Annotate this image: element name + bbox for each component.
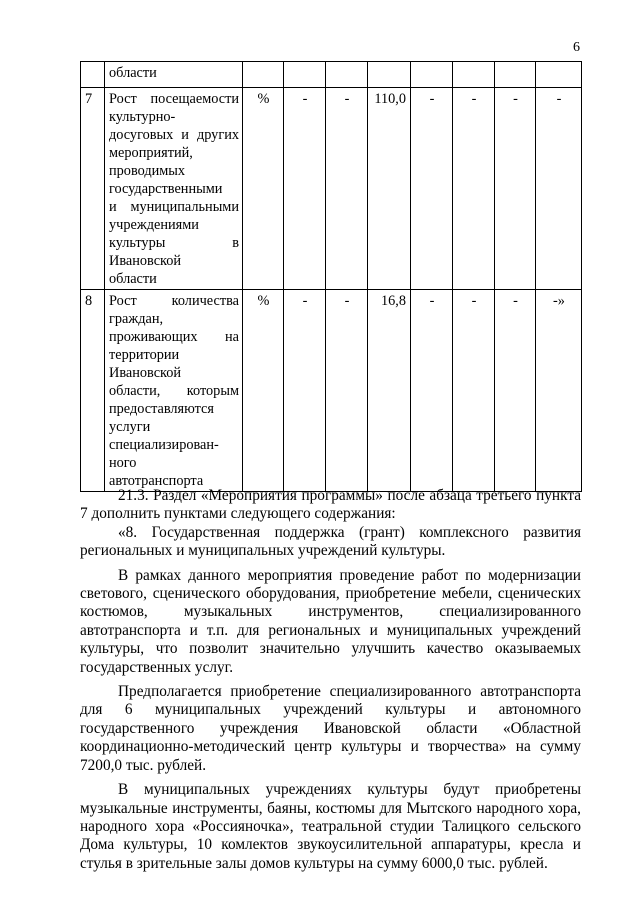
- indicator-name-line: проживающих на: [109, 329, 239, 345]
- indicator-name-line: области, которым: [109, 383, 239, 399]
- indicators-table: [80, 61, 582, 492]
- row-number-cell: 8: [81, 290, 105, 492]
- value-cell: [326, 62, 368, 88]
- value-cell: [453, 62, 495, 88]
- indicator-name-line: граждан,: [109, 311, 164, 327]
- indicator-name-cell: [105, 62, 243, 88]
- indicator-name-line: Ивановской: [109, 253, 182, 269]
- indicator-name-line: Ивановской: [109, 365, 182, 381]
- value-cell: [284, 62, 326, 88]
- value-cell: -: [411, 88, 453, 290]
- indicator-name-line: ного: [109, 455, 137, 471]
- row-number-cell: 7: [81, 88, 105, 290]
- unit-cell: [243, 62, 284, 88]
- indicator-name-line: территории: [109, 347, 180, 363]
- value-cell: -: [453, 88, 495, 290]
- table-row: [81, 62, 582, 88]
- paragraph-measure-description: В рамках данного мероприятия проведение работ по модернизации светового, сценического оборудования, приобретение мебели, сценических костюмов, музыкальных инструментов, специализированного автотранспорта и т.п. для региональных и муниципальных учреждений культуры, что позволит значительно улучшить качество оказываемых государственных услуг.: [80, 566, 581, 676]
- unit-cell: %: [243, 88, 284, 290]
- indicator-name-line: государственными: [109, 181, 223, 197]
- paragraph-vehicles: Предполагается приобретение специализированного автотранспорта для 6 муниципальных учреждений культуры и автономного государственного учреждения Ивановской области «Областной координационно-методический центр культуры и творчества» на сумму 7200,0 тыс. рублей.: [80, 683, 581, 774]
- indicator-name-line: автотранспорта: [109, 473, 204, 489]
- value-cell: -»: [536, 290, 582, 492]
- indicator-name-cell: [105, 290, 243, 492]
- indicator-name-line: предоставляются: [109, 401, 214, 417]
- table-row: [81, 290, 582, 492]
- indicator-name-line: культуры в: [109, 235, 239, 251]
- value-cell: -: [536, 88, 582, 290]
- value-cell: 110,0: [368, 88, 411, 290]
- row-number-cell: [81, 62, 105, 88]
- value-cell: -: [495, 88, 536, 290]
- value-cell: -: [411, 290, 453, 492]
- indicator-name-line: области: [109, 271, 157, 287]
- value-cell: -: [284, 290, 326, 492]
- value-cell: [411, 62, 453, 88]
- indicator-name-line: учреждениями: [109, 217, 199, 233]
- unit-cell: %: [243, 290, 284, 492]
- value-cell: -: [326, 88, 368, 290]
- value-cell: 16,8: [368, 290, 411, 492]
- indicator-name-line: и муниципальными: [109, 199, 239, 215]
- indicator-name-line: области: [109, 65, 157, 81]
- indicator-name-line: Рост посещаемости: [109, 91, 239, 107]
- indicator-name-line: проводимых: [109, 163, 186, 179]
- indicator-name-cell: [105, 88, 243, 290]
- indicator-name-line: Рост количества: [109, 293, 239, 309]
- indicator-name-line: мероприятий,: [109, 145, 193, 161]
- indicator-name-line: досуговых и других: [109, 127, 239, 143]
- value-cell: -: [495, 290, 536, 492]
- value-cell: -: [284, 88, 326, 290]
- value-cell: -: [453, 290, 495, 492]
- indicator-name-line: услуги: [109, 419, 151, 435]
- table-row: [81, 88, 582, 290]
- value-cell: -: [326, 290, 368, 492]
- paragraph-section-21-3: 21.3. Раздел «Мероприятия программы» после абзаца третьего пункта 7 дополнить пунктами следующего содержания:: [80, 487, 581, 523]
- page-number: 6: [573, 40, 580, 55]
- value-cell: [536, 62, 582, 88]
- indicator-name-line: специализирован-: [109, 437, 219, 453]
- indicator-name-line: культурно-: [109, 109, 176, 125]
- paragraph-instruments: В муниципальных учреждениях культуры будут приобретены музыкальные инструменты, баяны, костюмы для Мытского народного хора, народного хора «Россияночка», театральной студии Талицкого сельского Дома культуры, 10 комлектов звукоусилительной аппаратуры, кресла и стулья в зрительные залы домов культуры на сумму 6000,0 тыс. рублей.: [80, 781, 581, 872]
- value-cell: [368, 62, 411, 88]
- value-cell: [495, 62, 536, 88]
- document-body: [80, 487, 581, 873]
- paragraph-item-8-title: «8. Государственная поддержка (грант) комплексного развития региональных и муниципальных учреждений культуры.: [80, 523, 581, 560]
